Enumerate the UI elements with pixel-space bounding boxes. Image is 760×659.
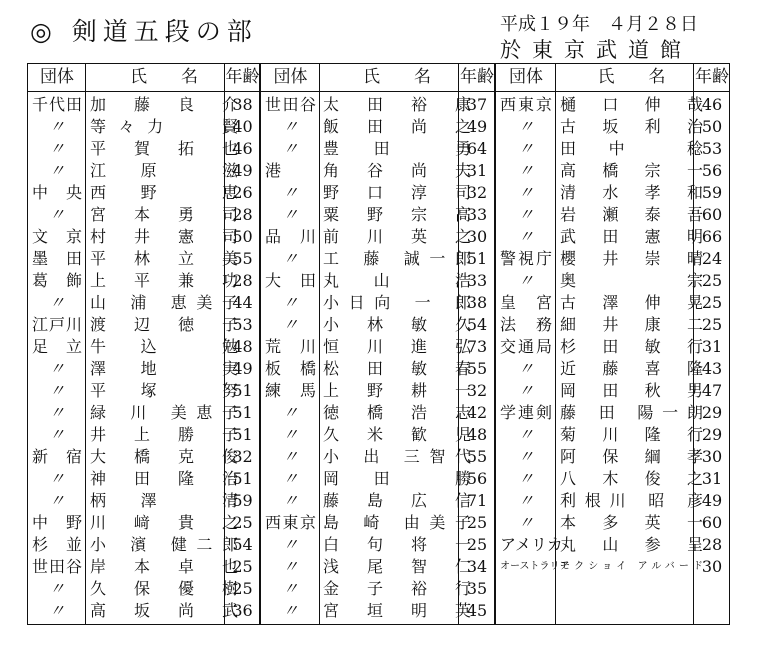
cell-group: 〃 <box>517 513 534 532</box>
cell-name: 加 藤 良 介 <box>90 95 238 114</box>
table-row <box>261 490 494 512</box>
event-venue: 於東京武道館 <box>500 38 692 62</box>
table-row <box>496 182 729 204</box>
cell-group: 〃 <box>282 425 299 444</box>
cell-group: 〃 <box>48 359 65 378</box>
cell-age: 47 <box>701 381 723 400</box>
table-row <box>261 336 494 358</box>
cell-name: 村 井 憲 司 <box>90 227 238 246</box>
cell-name: 古 坂 利 治 <box>560 117 703 136</box>
cell-name: 渡 辺 徳 子 <box>90 315 238 334</box>
cell-name: 島 崎 由美子 <box>323 513 471 532</box>
cell-name: 松 田 敏 春 <box>323 359 471 378</box>
table-row <box>496 424 729 446</box>
cell-group: 〃 <box>282 491 299 510</box>
cell-group: 〃 <box>282 293 299 312</box>
cell-age: 73 <box>466 337 488 356</box>
cell-age: 53 <box>701 139 723 158</box>
table-row <box>261 204 494 226</box>
cell-group: 〃 <box>48 139 65 158</box>
cell-name: 岡 田 勝 <box>323 469 471 488</box>
table-row <box>261 446 494 468</box>
cell-age: 36 <box>232 601 253 620</box>
cell-age: 25 <box>466 513 488 532</box>
table-row <box>496 116 729 138</box>
cell-age: 25 <box>701 271 723 290</box>
cell-age: 48 <box>466 425 488 444</box>
cell-name: 西 野 恵 <box>90 183 238 202</box>
cell-name: 山 浦 恵美子 <box>90 293 238 312</box>
cell-name: 田 中 稔 <box>560 139 703 158</box>
cell-group: 千代田 <box>32 95 82 114</box>
table-row <box>28 138 259 160</box>
table-block-3 <box>495 63 730 625</box>
cell-name: 井 上 勝 子 <box>90 425 238 444</box>
table-row <box>28 248 259 270</box>
table-row <box>496 94 729 116</box>
cell-age: 33 <box>466 205 488 224</box>
cell-age: 25 <box>232 579 253 598</box>
cell-name: 柄 澤 清 <box>90 491 238 510</box>
cell-name: 川 﨑 貴 之 <box>90 513 238 532</box>
cell-name: 小 濱 健二郎 <box>90 535 238 554</box>
cell-age: 28 <box>232 271 253 290</box>
cell-group: アメリカ <box>500 535 563 554</box>
cell-group: 〃 <box>517 271 534 290</box>
cell-group: 〃 <box>48 117 65 136</box>
cell-age: 55 <box>466 447 488 466</box>
table-row <box>261 380 494 402</box>
cell-name: 久 米 歓 児 <box>323 425 471 444</box>
table-row <box>28 490 259 512</box>
table-row <box>28 512 259 534</box>
cell-group: 〃 <box>48 161 65 180</box>
table-row <box>28 336 259 358</box>
cell-group: 西東京 <box>265 513 316 532</box>
cell-group: 板 橋 <box>265 359 316 378</box>
cell-age: 44 <box>232 293 253 312</box>
table-row <box>261 94 494 116</box>
cell-group: 港 <box>265 161 282 180</box>
cell-group: 中 央 <box>32 183 82 202</box>
header-group: 団体 <box>273 67 308 87</box>
cell-group: 法 務 <box>500 315 552 334</box>
cell-group: 〃 <box>517 447 534 466</box>
table-row <box>496 292 729 314</box>
cell-group: 〃 <box>517 139 534 158</box>
cell-age: 29 <box>701 403 723 422</box>
cell-age: 25 <box>466 535 488 554</box>
cell-age: 56 <box>466 469 488 488</box>
cell-age: 43 <box>701 359 723 378</box>
cell-group: 江戸川 <box>32 315 82 334</box>
table-row <box>261 534 494 556</box>
cell-name: 粟 野 宗 高 <box>323 205 471 224</box>
table-row <box>496 468 729 490</box>
cell-age: 50 <box>701 117 723 136</box>
cell-group: 世田谷 <box>32 557 82 576</box>
cell-group: 〃 <box>517 491 534 510</box>
cell-name: 太 田 裕 康 <box>323 95 471 114</box>
cell-group: 〃 <box>48 293 65 312</box>
table-row <box>28 534 259 556</box>
table-row <box>261 270 494 292</box>
cell-group: 〃 <box>282 601 299 620</box>
cell-name: 古 澤 伸 晃 <box>560 293 703 312</box>
cell-age: 46 <box>701 95 723 114</box>
cell-group: 〃 <box>48 491 65 510</box>
table-row <box>28 468 259 490</box>
cell-name: 細 井 康 二 <box>560 315 703 334</box>
cell-group: 〃 <box>282 557 299 576</box>
cell-name: 恒 川 進 弘 <box>323 337 471 356</box>
cell-group: 〃 <box>517 161 534 180</box>
table-header <box>496 64 729 92</box>
table-row <box>496 446 729 468</box>
cell-age: 54 <box>232 535 253 554</box>
cell-name: 久 保 優 樹 <box>90 579 238 598</box>
cell-name: 平 塚 努 <box>90 381 238 400</box>
cell-name: 本 多 英 一 <box>560 513 703 532</box>
table-row <box>28 94 259 116</box>
cell-group: 〃 <box>48 381 65 400</box>
cell-age: 49 <box>232 161 253 180</box>
cell-group: オーストラリア <box>500 561 570 572</box>
cell-age: 54 <box>466 315 488 334</box>
table-row <box>496 270 729 292</box>
cell-name: 樋 口 伸 哉 <box>560 95 703 114</box>
cell-name: 奥 宗 <box>560 271 703 290</box>
header-group: 団体 <box>40 67 74 87</box>
table-row <box>261 314 494 336</box>
cell-group: 〃 <box>282 183 299 202</box>
table-row <box>28 446 259 468</box>
table-row <box>261 182 494 204</box>
cell-age: 55 <box>232 249 253 268</box>
cell-name: 宮 垣 明 英 <box>323 601 471 620</box>
cell-age: 51 <box>232 403 253 422</box>
cell-group: 足 立 <box>32 337 82 356</box>
cell-name: 江 原 滋 <box>90 161 238 180</box>
cell-age: 25 <box>232 513 253 532</box>
cell-name: 澤 地 実 <box>90 359 238 378</box>
cell-age: 30 <box>701 447 723 466</box>
cell-age: 46 <box>232 139 253 158</box>
cell-group: 〃 <box>282 579 299 598</box>
cell-age: 26 <box>232 183 253 202</box>
table-row <box>496 380 729 402</box>
cell-age: 45 <box>466 601 488 620</box>
cell-name: 菊 川 隆 行 <box>560 425 703 444</box>
table-row <box>496 248 729 270</box>
cell-age: 51 <box>232 425 253 444</box>
cell-age: 49 <box>232 359 253 378</box>
cell-age: 40 <box>232 117 253 136</box>
table-row <box>261 116 494 138</box>
cell-age: 37 <box>466 95 488 114</box>
cell-age: 50 <box>232 227 253 246</box>
table-row <box>28 226 259 248</box>
cell-name: 利根川 昭 彦 <box>560 491 703 510</box>
cell-age: 25 <box>232 557 253 576</box>
cell-group: 〃 <box>282 315 299 334</box>
cell-group: 〃 <box>282 535 299 554</box>
cell-group: 〃 <box>48 579 65 598</box>
header-name: 氏 名 <box>597 67 666 87</box>
cell-age: 56 <box>701 161 723 180</box>
event-date: 平成１９年 ４月２８日 <box>500 14 698 35</box>
table-row <box>496 138 729 160</box>
cell-name: 上 野 耕 一 <box>323 381 471 400</box>
cell-age: 25 <box>701 315 723 334</box>
cell-age: 71 <box>466 491 488 510</box>
table-row <box>28 380 259 402</box>
cell-name: 金 子 裕 行 <box>323 579 471 598</box>
cell-age: 25 <box>701 293 723 312</box>
table-row <box>261 138 494 160</box>
table-row <box>261 226 494 248</box>
cell-group: 〃 <box>517 117 534 136</box>
cell-name: 岸 本 卓 也 <box>90 557 238 576</box>
table-row <box>261 292 494 314</box>
header-age: 年齢 <box>460 67 494 87</box>
cell-name: 平 林 立 美 <box>90 249 238 268</box>
table-row <box>28 358 259 380</box>
table-row <box>28 182 259 204</box>
table-row <box>28 116 259 138</box>
cell-name: 白 句 将 一 <box>323 535 471 554</box>
cell-name: 前 川 英 之 <box>323 227 471 246</box>
cell-name: 豊 田 勇 <box>323 139 471 158</box>
cell-group: 〃 <box>282 249 299 268</box>
cell-group: 〃 <box>48 469 65 488</box>
cell-age: 29 <box>701 425 723 444</box>
cell-name: 緑 川 美恵子 <box>90 403 238 422</box>
cell-age: 55 <box>466 359 488 378</box>
cell-group: 〃 <box>517 469 534 488</box>
table-row <box>496 512 729 534</box>
table-row <box>261 402 494 424</box>
cell-age: 60 <box>701 205 723 224</box>
cell-group: 〃 <box>48 601 65 620</box>
table-row <box>28 402 259 424</box>
table-row <box>261 160 494 182</box>
cell-age: 28 <box>701 535 723 554</box>
table-block-1 <box>27 63 260 625</box>
table-row <box>496 534 729 556</box>
table-row <box>496 490 729 512</box>
header-name: 氏 名 <box>130 67 198 87</box>
cell-group: 〃 <box>517 425 534 444</box>
cell-age: 31 <box>466 161 488 180</box>
table-row <box>261 468 494 490</box>
cell-name: 丸 山 浩 <box>323 271 471 290</box>
cell-age: 48 <box>232 337 253 356</box>
table-row <box>28 578 259 600</box>
cell-name: 上 平 兼 功 <box>90 271 238 290</box>
table-row <box>496 336 729 358</box>
cell-age: 59 <box>701 183 723 202</box>
cell-group: 〃 <box>282 403 299 422</box>
cell-age: 35 <box>466 579 488 598</box>
cell-group: 〃 <box>282 139 299 158</box>
cell-name: 浅 尾 智 仁 <box>323 557 471 576</box>
cell-name: 丸 山 参 呈 <box>560 535 703 554</box>
cell-age: 66 <box>701 227 723 246</box>
cell-group: 品 川 <box>265 227 316 246</box>
header-name: 氏 名 <box>363 67 431 87</box>
header-group: 団体 <box>509 67 543 87</box>
cell-age: 59 <box>232 491 253 510</box>
cell-name: 八 木 俊 之 <box>560 469 703 488</box>
cell-group: 練 馬 <box>265 381 316 400</box>
cell-name: モクショイ アルバード <box>560 561 703 572</box>
cell-group: 〃 <box>282 469 299 488</box>
table-header <box>28 64 259 92</box>
cell-group: 杉 並 <box>32 535 82 554</box>
cell-name: 宮 本 勇 司 <box>90 205 238 224</box>
cell-name: 藤 田 陽一朗 <box>560 403 703 422</box>
cell-name: 岡 田 秋 男 <box>560 381 703 400</box>
table-block-2 <box>260 63 495 625</box>
cell-group: 葛 飾 <box>32 271 82 290</box>
table-row <box>28 204 259 226</box>
cell-group: 学連剣 <box>500 403 552 422</box>
cell-age: 31 <box>701 337 723 356</box>
cell-name: 徳 橋 浩 志 <box>323 403 471 422</box>
cell-group: 大 田 <box>265 271 316 290</box>
cell-name: 高 坂 尚 武 <box>90 601 238 620</box>
table-row <box>28 160 259 182</box>
cell-name: 小 出 三智代 <box>323 447 471 466</box>
cell-group: 〃 <box>517 183 534 202</box>
page-title: ◎ 剣道五段の部 <box>30 17 258 46</box>
header-age: 年齢 <box>225 67 260 87</box>
header-age: 年齢 <box>695 67 729 87</box>
cell-name: 藤 島 広 信 <box>323 491 471 510</box>
cell-group: 〃 <box>282 205 299 224</box>
cell-name: 等々力 賢 <box>90 117 238 136</box>
cell-name: 大 橋 克 俊 <box>90 447 238 466</box>
table-row <box>261 600 494 622</box>
cell-group: 〃 <box>48 425 65 444</box>
cell-name: 杉 田 敏 行 <box>560 337 703 356</box>
cell-age: 30 <box>466 227 488 246</box>
cell-name: 野 口 淳 司 <box>323 183 471 202</box>
table-row <box>496 402 729 424</box>
cell-age: 53 <box>232 315 253 334</box>
cell-age: 42 <box>466 403 488 422</box>
cell-age: 51 <box>466 249 488 268</box>
cell-name: 牛 込 勉 <box>90 337 238 356</box>
table-row <box>28 600 259 622</box>
cell-name: 角 谷 尚 夫 <box>323 161 471 180</box>
cell-name: 清 水 孝 和 <box>560 183 703 202</box>
cell-age: 32 <box>232 447 253 466</box>
cell-age: 49 <box>701 491 723 510</box>
cell-age: 64 <box>466 139 488 158</box>
cell-age: 49 <box>466 117 488 136</box>
cell-group: 墨 田 <box>32 249 82 268</box>
table-row <box>261 578 494 600</box>
cell-group: 警視庁 <box>500 249 552 268</box>
table-row <box>496 314 729 336</box>
cell-age: 38 <box>466 293 488 312</box>
cell-age: 31 <box>701 469 723 488</box>
table-row <box>28 314 259 336</box>
cell-group: 〃 <box>517 381 534 400</box>
cell-name: 小日向 一 郎 <box>323 293 471 312</box>
cell-age: 30 <box>701 557 723 576</box>
cell-name: 高 橋 宗 一 <box>560 161 703 180</box>
cell-group: 〃 <box>48 205 65 224</box>
cell-group: 〃 <box>282 447 299 466</box>
table-row <box>261 248 494 270</box>
table-row <box>261 512 494 534</box>
table-row <box>261 556 494 578</box>
table-row <box>496 556 729 578</box>
cell-age: 33 <box>466 271 488 290</box>
table-row <box>496 160 729 182</box>
table-row <box>28 292 259 314</box>
table-row <box>28 424 259 446</box>
cell-age: 24 <box>701 249 723 268</box>
table-row <box>261 358 494 380</box>
cell-name: 近 藤 喜 隆 <box>560 359 703 378</box>
table-row <box>496 204 729 226</box>
cell-group: 交通局 <box>500 337 552 356</box>
cell-age: 51 <box>232 469 253 488</box>
cell-group: 文 京 <box>32 227 82 246</box>
cell-group: 西東京 <box>500 95 552 114</box>
cell-name: 神 田 隆 治 <box>90 469 238 488</box>
cell-age: 60 <box>701 513 723 532</box>
table-row <box>496 358 729 380</box>
cell-group: 世田谷 <box>265 95 316 114</box>
cell-group: 荒 川 <box>265 337 316 356</box>
cell-group: 〃 <box>282 117 299 136</box>
cell-group: 〃 <box>517 227 534 246</box>
cell-age: 34 <box>466 557 488 576</box>
table-row <box>496 226 729 248</box>
cell-group: 〃 <box>517 205 534 224</box>
cell-group: 〃 <box>517 359 534 378</box>
cell-name: 平 賀 拓 也 <box>90 139 238 158</box>
cell-age: 38 <box>232 95 253 114</box>
table-header <box>261 64 494 92</box>
table-row <box>28 556 259 578</box>
cell-group: 〃 <box>48 403 65 422</box>
cell-name: 工 藤 誠一郎 <box>323 249 471 268</box>
cell-age: 32 <box>466 381 488 400</box>
cell-group: 中 野 <box>32 513 82 532</box>
table-row <box>28 270 259 292</box>
table-row <box>261 424 494 446</box>
cell-name: 阿 保 綱 孝 <box>560 447 703 466</box>
cell-name: 飯 田 尚 之 <box>323 117 471 136</box>
cell-name: 小 林 敏 久 <box>323 315 471 334</box>
cell-age: 51 <box>232 381 253 400</box>
cell-group: 皇 宮 <box>500 293 552 312</box>
cell-name: 武 田 憲 明 <box>560 227 703 246</box>
cell-name: 岩 瀬 泰 吾 <box>560 205 703 224</box>
cell-age: 28 <box>232 205 253 224</box>
cell-name: 櫻 井 崇 晴 <box>560 249 703 268</box>
cell-age: 32 <box>466 183 488 202</box>
cell-group: 新 宿 <box>32 447 82 466</box>
